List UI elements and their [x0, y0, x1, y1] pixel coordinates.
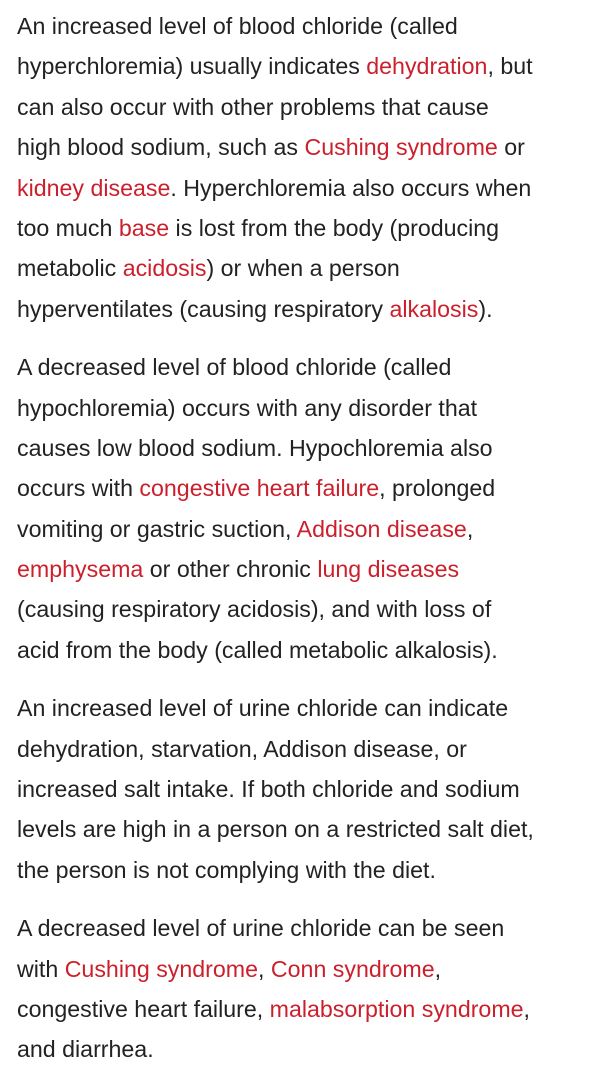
- paragraph-urine-chloride-increased: [17, 688, 602, 890]
- text-line: [17, 428, 602, 468]
- text-line: [17, 908, 602, 948]
- link-base[interactable]: base: [118, 214, 170, 241]
- text-line: [17, 46, 602, 86]
- text-line: [17, 168, 602, 208]
- link-congestive-heart-failure[interactable]: congestive heart failure: [139, 475, 380, 502]
- text-line: [17, 729, 602, 769]
- text-line: [17, 289, 602, 329]
- text-segment: with: [17, 955, 65, 982]
- text-line: [17, 769, 602, 809]
- link-kidney-disease[interactable]: kidney disease: [17, 174, 171, 201]
- text-line: [17, 468, 602, 508]
- text-segment: ) or when a person: [206, 255, 400, 282]
- text-segment: An increased level of urine chloride can indicate: [17, 695, 509, 722]
- text-segment: An increased level of blood chloride (called: [17, 13, 458, 39]
- text-line: [17, 347, 602, 387]
- text-segment: or other chronic: [143, 556, 318, 583]
- text-line: [17, 509, 602, 549]
- text-segment: ).: [478, 295, 493, 322]
- text-segment: , prolonged: [379, 475, 496, 502]
- text-line: [17, 589, 602, 629]
- text-segment: levels are high in a person on a restricted salt diet,: [17, 816, 534, 843]
- text-line: [17, 809, 602, 849]
- text-segment: dehydration, starvation, Addison disease, or: [17, 735, 467, 762]
- link-emphysema[interactable]: emphysema: [17, 556, 144, 583]
- link-alkalosis[interactable]: alkalosis: [389, 295, 479, 322]
- text-segment: vomiting or gastric suction,: [17, 515, 297, 542]
- text-segment: metabolic: [17, 255, 123, 282]
- text-segment: ,: [434, 955, 442, 982]
- text-line: [17, 6, 602, 46]
- link-dehydration[interactable]: dehydration: [366, 53, 488, 80]
- paragraph-hyperchloremia: [17, 6, 602, 329]
- link-conn-syndrome[interactable]: Conn syndrome: [270, 955, 435, 982]
- text-segment: increased salt intake. If both chloride and sodium: [17, 776, 520, 803]
- text-segment: acid from the body (called metabolic alkalosis).: [17, 636, 498, 663]
- text-line: [17, 208, 602, 248]
- text-segment: high blood sodium, such as: [17, 134, 305, 161]
- text-segment: . Hyperchloremia also occurs when: [170, 174, 532, 201]
- text-line: [17, 87, 602, 127]
- text-line: [17, 949, 602, 989]
- text-segment: can also occur with other problems that cause: [17, 93, 489, 120]
- text-segment: and diarrhea.: [17, 1036, 154, 1063]
- text-line: [17, 388, 602, 428]
- text-line: [17, 1029, 602, 1069]
- link-addison-disease[interactable]: Addison disease: [296, 515, 467, 542]
- text-segment: or: [497, 134, 525, 161]
- text-line: [17, 248, 602, 288]
- text-segment: A decreased level of urine chloride can be seen: [17, 915, 505, 942]
- paragraph-urine-chloride-decreased: [17, 908, 602, 1070]
- text-segment: is lost from the body (producing: [169, 214, 500, 241]
- text-segment: hyperventilates (causing respiratory: [17, 295, 390, 322]
- text-line: [17, 630, 602, 670]
- paragraph-hypochloremia: [17, 347, 602, 670]
- text-line: [17, 688, 602, 728]
- text-segment: the person is not complying with the diet.: [17, 856, 436, 883]
- link-malabsorption-syndrome[interactable]: malabsorption syndrome: [269, 995, 524, 1022]
- text-segment: ,: [258, 955, 271, 982]
- text-segment: ,: [523, 995, 530, 1022]
- text-segment: hyperchloremia) usually indicates: [17, 53, 367, 80]
- link-lung-diseases[interactable]: lung diseases: [317, 556, 460, 583]
- text-segment: too much: [17, 214, 119, 241]
- link-acidosis[interactable]: acidosis: [122, 255, 207, 282]
- text-segment: causes low blood sodium. Hypochloremia also: [17, 434, 493, 461]
- text-segment: ,: [466, 515, 474, 542]
- text-segment: , but: [487, 53, 533, 80]
- text-segment: A decreased level of blood chloride (called: [17, 354, 452, 381]
- text-line: [17, 127, 602, 167]
- link-cushing-syndrome[interactable]: Cushing syndrome: [304, 134, 498, 161]
- text-segment: hypochloremia) occurs with any disorder that: [17, 394, 478, 421]
- text-line: [17, 989, 602, 1029]
- text-segment: occurs with: [17, 475, 140, 502]
- text-segment: congestive heart failure,: [17, 995, 270, 1022]
- text-segment: (causing respiratory acidosis), and with loss of: [17, 596, 492, 623]
- link-cushing-syndrome[interactable]: Cushing syndrome: [64, 955, 259, 982]
- text-line: [17, 850, 602, 890]
- text-line: [17, 549, 602, 589]
